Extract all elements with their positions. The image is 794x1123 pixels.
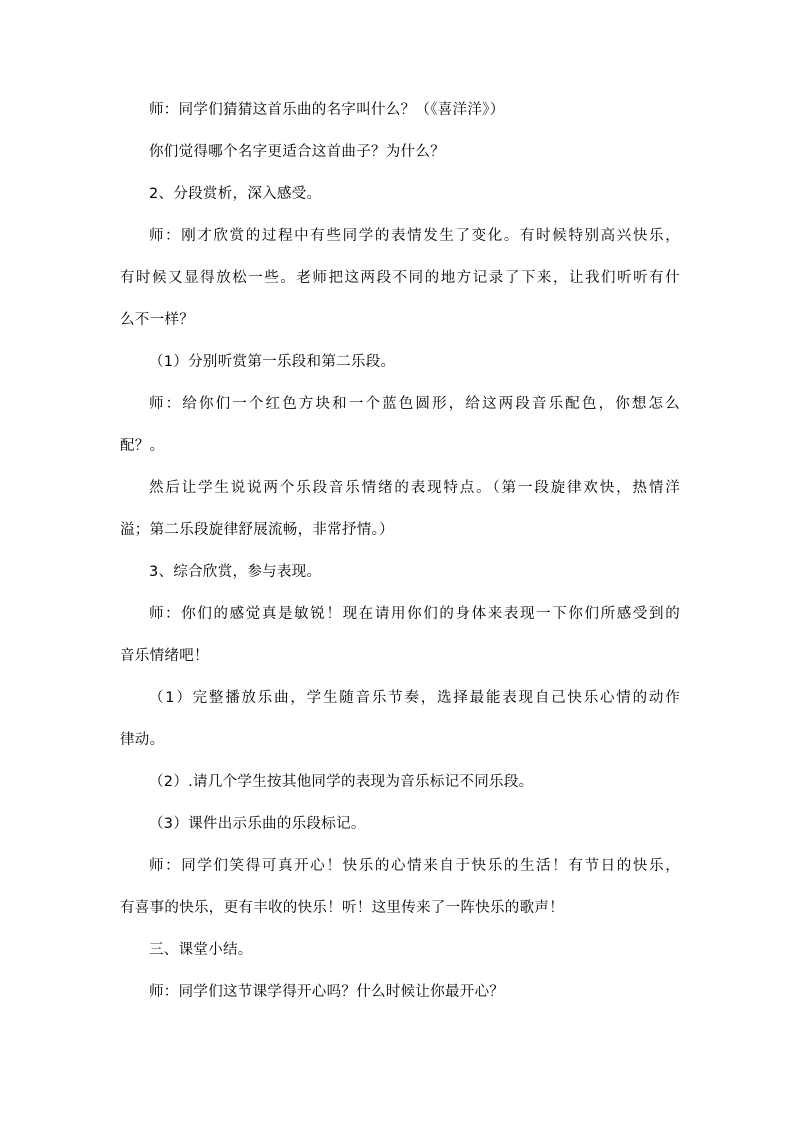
list-item: （1）分别听赏第一乐段和第二乐段。 bbox=[149, 354, 396, 370]
paragraph-line: 师：同学们猜猜这首乐曲的名字叫什么？（《喜洋洋》） bbox=[149, 102, 505, 118]
paragraph-line: 么不一样？ bbox=[120, 312, 194, 328]
paragraph-line: 师：刚才欣赏的过程中有些同学的表情发生了变化。有时候特别高兴快乐， bbox=[149, 228, 680, 244]
paragraph-line: 配？。 bbox=[120, 438, 165, 454]
paragraph-line: 师：你们的感觉真是敏锐！现在请用你们的身体来表现一下你们所感受到的 bbox=[149, 606, 680, 622]
paragraph-line: 然后让学生说说两个乐段音乐情绪的表现特点。（第一段旋律欢快，热情洋 bbox=[149, 480, 680, 496]
list-item: （3）课件出示乐曲的乐段标记。 bbox=[149, 816, 366, 832]
section-heading: 3、综合欣赏，参与表现。 bbox=[149, 564, 322, 580]
paragraph-line: 你们觉得哪个名字更适合这首曲子？为什么？ bbox=[149, 144, 445, 160]
paragraph-line: 有喜事的快乐，更有丰收的快乐！听！这里传来了一阵快乐的歌声！ bbox=[120, 900, 564, 916]
list-item: （2）.请几个学生按其他同学的表现为音乐标记不同乐段。 bbox=[149, 774, 534, 790]
paragraph-line: 律动。 bbox=[120, 732, 165, 748]
paragraph-line: 师：同学们笑得可真开心！快乐的心情来自于快乐的生活！有节日的快乐， bbox=[149, 858, 680, 874]
section-heading: 三、课堂小结。 bbox=[149, 942, 253, 958]
paragraph-line: 师：给你们一个红色方块和一个蓝色圆形，给这两段音乐配色，你想怎么 bbox=[149, 396, 680, 412]
paragraph-line: 有时候又显得放松一些。老师把这两段不同的地方记录了下来，让我们听听有什 bbox=[120, 270, 680, 286]
list-item: （1）完整播放乐曲，学生随音乐节奏，选择最能表现自己快乐心情的动作 bbox=[149, 690, 680, 706]
section-heading: 2、分段赏析，深入感受。 bbox=[149, 186, 322, 202]
paragraph-line: 溢；第二乐段旋律舒展流畅，非常抒情。） bbox=[120, 522, 394, 538]
paragraph-line: 音乐情绪吧！ bbox=[120, 648, 209, 664]
paragraph-line: 师：同学们这节课学得开心吗？什么时候让你最开心？ bbox=[149, 984, 505, 1000]
